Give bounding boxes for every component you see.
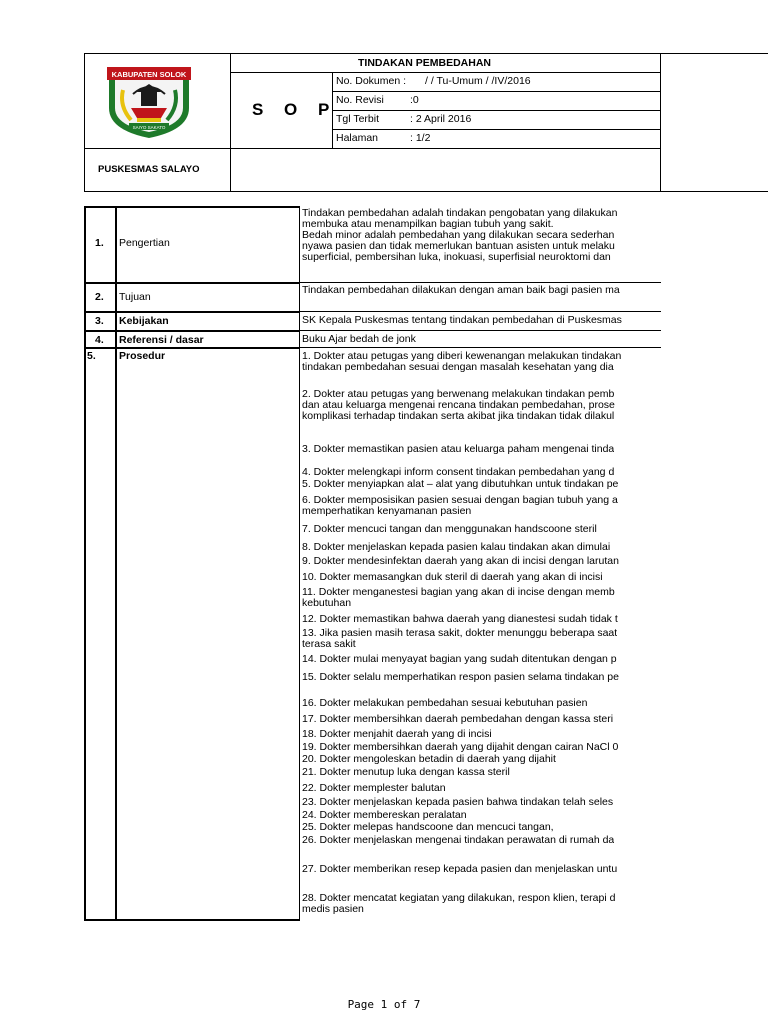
table-border-bottom — [84, 919, 300, 921]
header-border-bottom — [84, 191, 768, 192]
field-label-revision: No. Revisi — [336, 94, 384, 106]
header-title-underline — [230, 72, 661, 73]
procedure-step: 8. Dokter menjelaskan kepada pasien kalau tindakan akan dimulai — [302, 542, 611, 553]
header-border-right — [660, 53, 661, 192]
procedure-step: 26. Dokter menjelaskan mengenai tindakan perawatan di rumah da — [302, 835, 615, 846]
section-title: Pengertian — [119, 237, 170, 249]
header-title: TINDAKAN PEMBEDAHAN — [358, 57, 491, 69]
procedure-step: 13. Jika pasien masih terasa sakit, dokter menunggu beberapa saat — [302, 628, 618, 639]
section-line: membuka atau menampilkan bagian tubuh yang sakit. — [302, 219, 554, 230]
field-label-page: Halaman — [336, 132, 379, 144]
procedure-step: 16. Dokter melakukan pembedahan sesuai kebutuhan pasien — [302, 698, 588, 709]
logo-motto-text: SAIYO SAKATO — [132, 125, 166, 130]
procedure-step: medis pasien — [302, 904, 364, 915]
procedure-step: 20. Dokter mengoleskan betadin di daerah yang dijahit — [302, 754, 556, 765]
field-label-document-number: No. Dokumen : — [336, 75, 407, 87]
procedure-step: 22. Dokter memplester balutan — [302, 783, 446, 794]
page-footer: Page 1 of 7 — [347, 998, 421, 1011]
table-row-line-2 — [84, 311, 300, 313]
procedure-step: 7. Dokter mencuci tangan dan menggunakan handscoone steril — [302, 524, 597, 535]
procedure-step: 28. Dokter mencatat kegiatan yang dilakukan, respon klien, terapi d — [302, 893, 616, 904]
header-row-line-3 — [332, 129, 661, 130]
procedure-step: 9. Dokter mendesinfektan daerah yang akan di incisi dengan larutan — [302, 556, 619, 567]
procedure-step: dan atau keluarga mengenai rencana tindakan pembedahan, prose — [302, 400, 615, 411]
table-border-left — [84, 206, 86, 920]
procedure-step: tindakan pembedahan sesuai dengan masalah kesehatan yang dia — [302, 362, 614, 373]
procedure-step: 12. Dokter memastikan bahwa daerah yang dianestesi sudah tidak t — [302, 614, 618, 625]
procedure-step: 6. Dokter memposisikan pasien sesuai dengan bagian tubuh yang a — [302, 495, 618, 506]
header-border-left — [84, 53, 85, 192]
table-row-line-1 — [84, 282, 300, 284]
section-title: Prosedur — [119, 350, 166, 362]
field-value-document-number: / / Tu-Umum / /IV/2016 — [425, 75, 531, 87]
section-line: Bedah minor adalah pembedahan yang dilakukan secara sederhan — [302, 230, 615, 241]
section-number: 5. — [87, 350, 96, 362]
procedure-step: 19. Dokter membersihkan daerah yang dijahit dengan cairan NaCl 0 — [302, 742, 619, 753]
field-value-issue-date: : 2 April 2016 — [410, 113, 472, 125]
procedure-step: 10. Dokter memasangkan duk steril di daerah yang akan di incisi — [302, 572, 603, 583]
procedure-step: 4. Dokter melengkapi inform consent tindakan pembedahan yang d — [302, 467, 615, 478]
procedure-step: memperhatikan kenyamanan pasien — [302, 506, 472, 517]
procedure-step: 3. Dokter memastikan pasien atau keluarga paham mengenai tinda — [302, 444, 615, 455]
procedure-step: kebutuhan — [302, 598, 352, 609]
section-number: 2. — [95, 291, 104, 303]
header-row-line-2 — [332, 110, 661, 111]
section-line: superficial, pembersihan luka, inokuasi, superfisial neuroktomi dan — [302, 252, 611, 263]
procedure-step: 15. Dokter selalu memperhatikan respon pasien selama tindakan pe — [302, 672, 619, 683]
section-number: 3. — [95, 315, 104, 327]
section-line: Tindakan pembedahan dilakukan dengan aman baik bagi pasien ma — [302, 285, 620, 296]
section-number: 1. — [95, 237, 104, 249]
procedure-step: 21. Dokter menutup luka dengan kassa steril — [302, 767, 510, 778]
section-content-clip — [300, 206, 662, 920]
sop-label: S O P — [252, 100, 338, 119]
org-name: PUSKESMAS SALAYO — [98, 164, 200, 175]
procedure-step: 25. Dokter melepas handscoone dan mencuci tangan, — [302, 822, 554, 833]
procedure-step: 1. Dokter atau petugas yang diberi kewenangan melakukan tindakan — [302, 351, 622, 362]
procedure-step: 24. Dokter membereskan peralatan — [302, 810, 467, 821]
header-divider-logo — [230, 53, 231, 192]
table-row-line-4 — [84, 347, 300, 349]
field-value-revision: :0 — [410, 94, 419, 106]
section-line: Buku Ajar bedah de jonk — [302, 334, 416, 345]
section-line: SK Kepala Puskesmas tentang tindakan pembedahan di Puskesmas — [302, 315, 622, 326]
section-title: Referensi / dasar — [119, 334, 204, 346]
procedure-step: komplikasi terhadap tindakan serta akibat jika tindakan tidak dilakul — [302, 411, 615, 422]
field-label-issue-date: Tgl Terbit — [336, 113, 379, 125]
procedure-step: terasa sakit — [302, 639, 356, 650]
header-border-top — [84, 53, 768, 54]
field-value-page: : 1/2 — [410, 132, 431, 144]
procedure-step: 2. Dokter atau petugas yang berwenang melakukan tindakan pemb — [302, 389, 615, 400]
section-line: nyawa pasien dan tidak memerlukan bantuan asisten untuk melaku — [302, 241, 615, 252]
section-title: Kebijakan — [119, 315, 169, 327]
logo-banner-text: KABUPATEN SOLOK — [111, 70, 187, 79]
header-logo-divider — [84, 148, 661, 149]
section-line: Tindakan pembedahan adalah tindakan pengobatan yang dilakukan — [302, 208, 618, 219]
procedure-step: 27. Dokter memberikan resep kepada pasien dan menjelaskan untu — [302, 864, 618, 875]
table-row-line-3 — [84, 330, 300, 332]
procedure-step: 14. Dokter mulai menyayat bagian yang sudah ditentukan dengan p — [302, 654, 617, 665]
header-row-line-1 — [332, 91, 661, 92]
regency-logo-icon — [103, 62, 195, 140]
section-number: 4. — [95, 334, 104, 346]
procedure-step: 23. Dokter menjelaskan kepada pasien bahwa tindakan telah seles — [302, 797, 614, 808]
procedure-step: 5. Dokter menyiapkan alat – alat yang dibutuhkan untuk tindakan pe — [302, 479, 619, 490]
procedure-step: 11. Dokter menganestesi bagian yang akan di incise dengan memb — [302, 587, 615, 598]
table-border-top — [84, 206, 300, 208]
section-title: Tujuan — [119, 291, 151, 303]
procedure-step: 18. Dokter menjahit daerah yang di incisi — [302, 729, 492, 740]
procedure-step: 17. Dokter membersihkan daerah pembedahan dengan kassa steri — [302, 714, 614, 725]
table-divider-number — [115, 206, 117, 920]
